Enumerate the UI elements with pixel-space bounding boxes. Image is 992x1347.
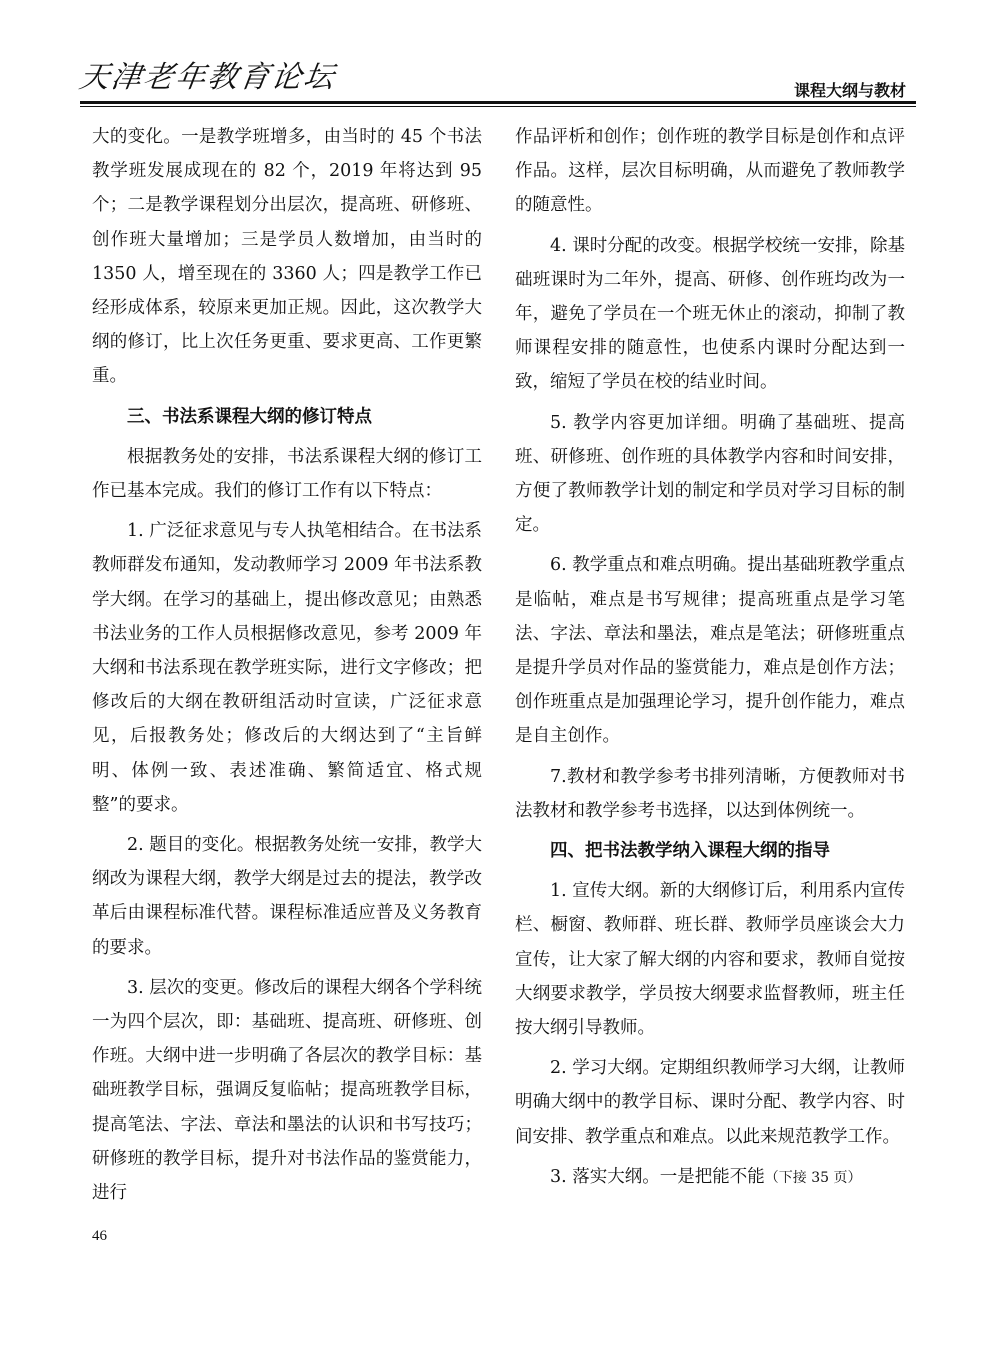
paragraph: 大的变化。一是教学班增多，由当时的 45 个书法教学班发展成现在的 82 个，2019 年将达到 95 个；二是教学课程划分出层次，提高班、研修班、创作班大量增加；三是学员人数增加，由当时的 1350 人，增至现在的 3360 人；四是教学工作已经形成体系，较原来更加正规。因此，这次教学大纲的修订，比上次任务更重、要求更高、工作更繁重。: [92, 127, 482, 387]
paragraph: 5. 教学内容更加详细。明确了基础班、提高班、研修班、创作班的具体教学内容和时间安排，方便了教师教学计划的制定和学员对学习目标的制定。: [515, 412, 905, 536]
paragraph: [515, 1160, 905, 1195]
section-heading: 三、书法系课程大纲的修订特点: [127, 406, 372, 427]
paragraph: 2. 学习大纲。定期组织教师学习大纲，让教师明确大纲中的教学目标、课时分配、教学内容、时间安排、教学重点和难点。以此来规范教学工作。: [515, 1058, 905, 1147]
section-title: 课程大纲与教材: [793, 81, 906, 100]
header-rule-thick: [80, 101, 916, 104]
journal-logo: 天津老年教育论坛: [77, 60, 338, 95]
left-column: [92, 120, 482, 1216]
paragraph: 2. 题目的变化。根据教务处统一安排，教学大纲改为课程大纲，教学大纲是过去的提法，教学改革后由课程标准代替。课程标准适应普及义务教育的要求。: [92, 835, 482, 958]
continuation-note: （下接 35 页）: [764, 1169, 862, 1186]
paragraph: 6. 教学重点和难点明确。提出基础班教学重点是临帖，难点是书写规律；提高班重点是学习笔法、字法、章法和墨法，难点是笔法；研修班重点是提升学员对作品的鉴赏能力，难点是创作方法；创作班重点是加强理论学习，提升创作能力，难点是自主创作。: [515, 555, 905, 747]
paragraph-text: 3. 落实大纲。一是把能不能: [550, 1166, 765, 1187]
paragraph: 4. 课时分配的改变。根据学校统一安排，除基础班课时为二年外，提高、研修、创作班均改为一年，避免了学员在一个班无休止的滚动，抑制了教师课程安排的随意性，也使系内课时分配达到一致，缩短了学员在校的结业时间。: [515, 235, 905, 393]
paragraph: 1. 广泛征求意见与专人执笔相结合。在书法系教师群发布通知，发动教师学习 2009 年书法系教学大纲。在学习的基础上，提出修改意见；由熟悉书法业务的工作人员根据修改意见，参考 2009 年大纲和书法系现在教学班实际，进行文字修改；把修改后的大纲在教研组活动时宣读，广泛征求意见，后报教务处；修改后的大纲达到了“主旨鲜明、体例一致、表述准确、繁简适宜、格式规整”的要求。: [92, 521, 482, 815]
paragraph: 7.教材和教学参考书排列清晰，方便教师对书法教材和教学参考书选择，以达到体例统一。: [515, 766, 905, 821]
header-rule-thin: [80, 106, 916, 107]
paragraph: 1. 宣传大纲。新的大纲修订后，利用系内宣传栏、橱窗、教师群、班长群、教师学员座谈会大力宣传，让大家了解大纲的内容和要求，教师自觉按大纲要求教学，学员按大纲要求监督教师，班主任按大纲引导教师。: [515, 881, 905, 1039]
paragraph: 3. 层次的变更。修改后的课程大纲各个学科统一为四个层次，即：基础班、提高班、研修班、创作班。大纲中进一步明确了各层次的教学目标：基础班教学目标，强调反复临帖；提高班教学目标，提高笔法、字法、章法和墨法的认识和书写技巧；研修班的教学目标，提升对书法作品的鉴赏能力，进行: [92, 977, 482, 1204]
paragraph: 作品评析和创作；创作班的教学目标是创作和点评作品。这样，层次目标明确，从而避免了教师教学的随意性。: [515, 127, 905, 216]
paragraph: 根据教务处的安排，书法系课程大纲的修订工作已基本完成。我们的修订工作有以下特点：: [92, 446, 482, 502]
section-heading: 四、把书法教学纳入课程大纲的指导: [550, 841, 830, 862]
right-column: [515, 120, 905, 1201]
page-number: 46: [92, 1228, 107, 1244]
page-header: [77, 52, 916, 104]
